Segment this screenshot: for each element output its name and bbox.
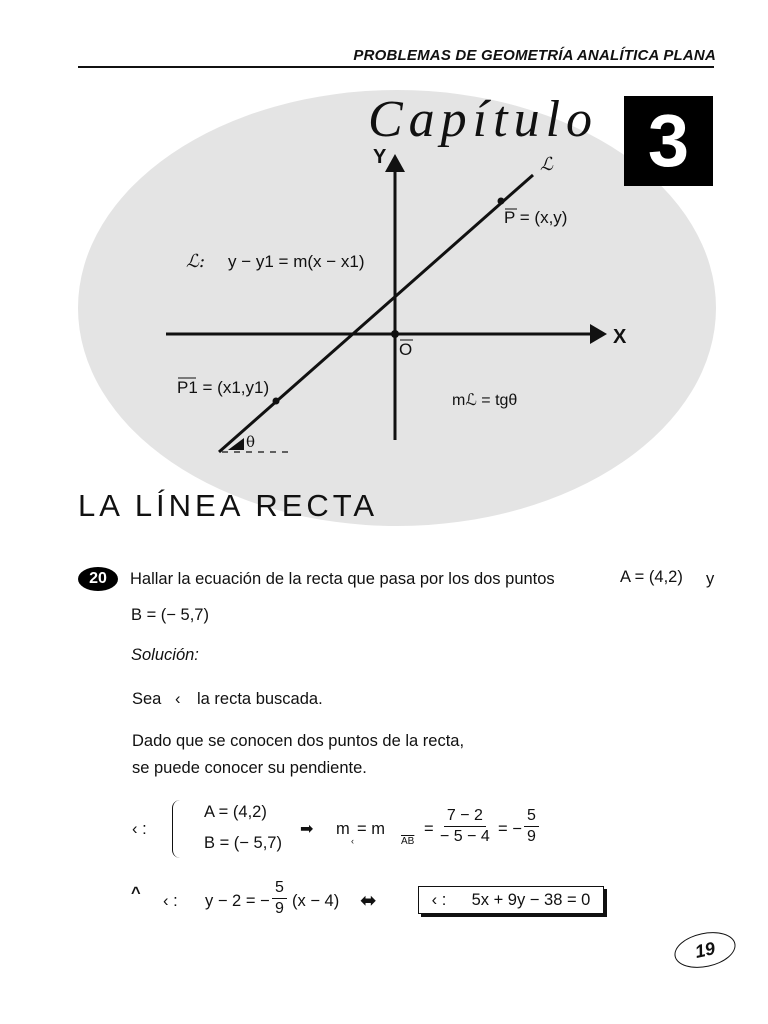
- point-p: [498, 198, 505, 205]
- origin-label: O: [399, 340, 413, 359]
- angle-wedge: [228, 438, 244, 450]
- implies-arrow: ➡: [300, 821, 314, 838]
- boxed-equation: 5x + 9y − 38 = 0: [471, 890, 591, 909]
- chapter-word: Capítulo: [368, 91, 599, 148]
- solution-line3: se puede conocer su pendiente.: [132, 759, 367, 777]
- line-l: [219, 175, 533, 452]
- system-point-a: A = (4,2): [204, 803, 267, 821]
- point-p1: [273, 398, 280, 405]
- conjunction: y: [706, 570, 715, 588]
- page-number: 19: [693, 937, 717, 962]
- point-b: B = (− 5,7): [131, 606, 209, 624]
- final-eq-b: (x − 4): [292, 892, 340, 910]
- line-equation-label: ℒ:: [186, 251, 206, 272]
- boxed-lhs: ‹ :: [431, 890, 447, 909]
- fraction-3-numerator: 5: [272, 878, 287, 899]
- slope-sub-ab: $\overline{AB}$: [401, 836, 415, 847]
- slope-m: m: [336, 820, 350, 838]
- system-lhs: ‹ :: [132, 820, 147, 838]
- solution-line2: Dado que se conocen dos puntos de la recta,: [132, 732, 465, 750]
- fraction-1-denominator: − 5 − 4: [440, 828, 490, 845]
- system-brace: [172, 800, 183, 858]
- fraction-2-denominator: 9: [527, 828, 536, 845]
- chapter-number: 3: [647, 99, 690, 182]
- x-axis-label: X: [613, 326, 627, 348]
- chapter-number-box: [624, 96, 713, 186]
- point-a: A = (4,2): [620, 568, 683, 586]
- equivalence-arrow: ⬌: [360, 890, 377, 912]
- y-axis-arrow: [385, 154, 405, 172]
- origin-point: [391, 330, 399, 338]
- final-mark: ^: [131, 884, 141, 902]
- solution-line1-a: Sea: [132, 690, 162, 708]
- solution-label: Solución:: [131, 646, 199, 664]
- fraction-2-numerator: 5: [524, 806, 539, 827]
- angle-label: θ: [246, 433, 256, 451]
- fraction-3: [272, 878, 287, 919]
- fraction-2: [524, 806, 539, 847]
- boxed-result: [418, 886, 604, 914]
- problem-number: 20: [89, 570, 107, 587]
- x-axis-arrow: [590, 324, 607, 344]
- line-symbol: ℒ: [540, 154, 553, 175]
- problem-statement: Hallar la ecuación de la recta que pasa por los dos puntos: [130, 570, 555, 588]
- solution-line1-b: la recta buscada.: [197, 690, 323, 708]
- point-p-label: P = (x,y): [504, 208, 568, 227]
- fraction-1-numerator: 7 − 2: [444, 806, 486, 827]
- section-title: LA LÍNEA RECTA: [78, 488, 379, 523]
- final-eq-a: y − 2 = −: [205, 892, 270, 910]
- page-number-oval: [671, 927, 739, 973]
- system-point-b: B = (− 5,7): [204, 834, 282, 852]
- fraction-1: [437, 806, 493, 847]
- point-p1-label: P1 = (x1,y1): [177, 378, 270, 397]
- slope-label: mℒ = tgθ: [452, 392, 518, 409]
- slope-fraction: [437, 806, 493, 847]
- fraction-3-denominator: 9: [275, 900, 284, 917]
- slope-m-sub: ‹: [351, 836, 354, 846]
- final-fraction: [272, 878, 287, 919]
- slope-eq: = m: [357, 820, 385, 838]
- slope-result: [524, 806, 539, 847]
- final-lhs: ‹ :: [163, 892, 178, 910]
- problem-number-badge: [78, 567, 118, 591]
- slope-eq2: =: [424, 820, 434, 838]
- running-header: PROBLEMAS DE GEOMETRÍA ANALÍTICA PLANA: [353, 47, 716, 64]
- line-symbol-text: ‹: [175, 690, 181, 708]
- slope-eq3: = −: [498, 820, 522, 838]
- line-equation: y − y1 = m(x − x1): [228, 252, 365, 271]
- y-axis-label: Y: [373, 146, 387, 168]
